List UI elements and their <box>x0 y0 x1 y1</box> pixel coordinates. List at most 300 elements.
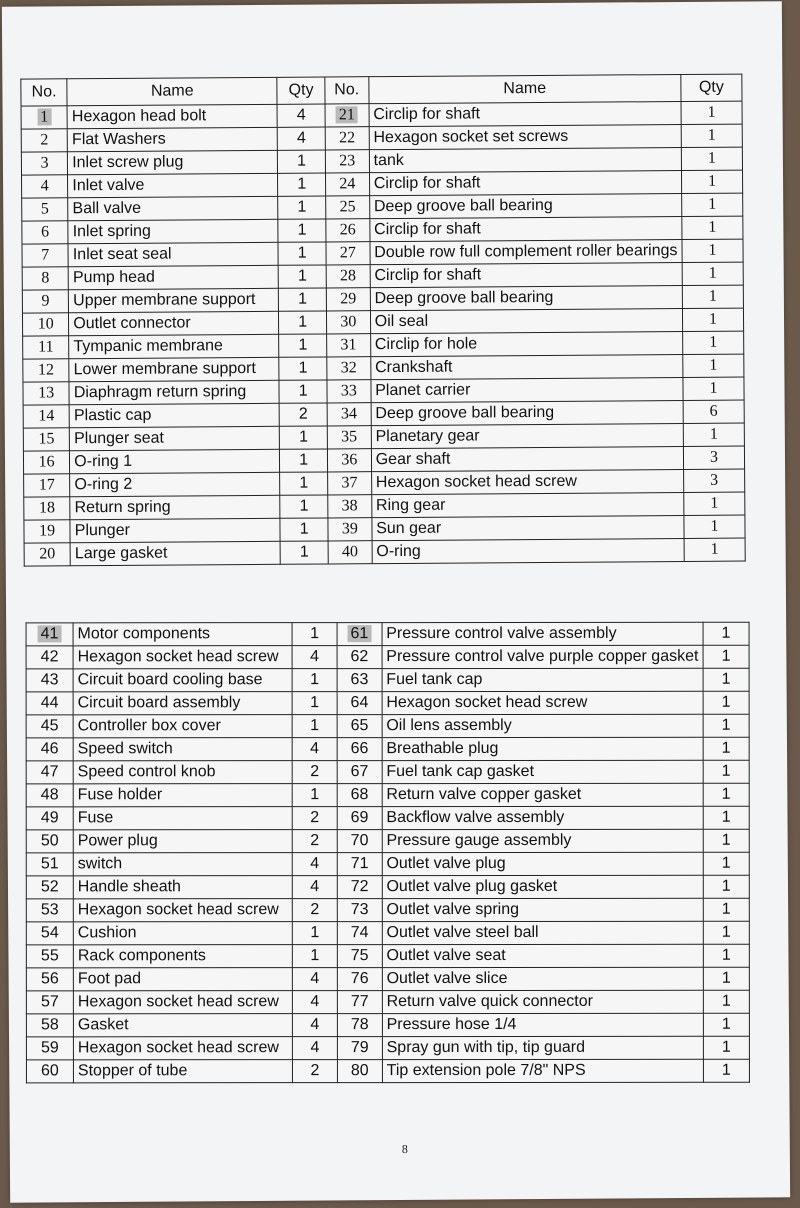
table-row <box>26 921 749 945</box>
item-qty <box>684 469 745 492</box>
item-number-text: 10 <box>37 315 54 333</box>
item-name <box>371 492 683 517</box>
item-number-text: 61 <box>347 625 371 642</box>
item-qty-text: 1 <box>299 474 309 492</box>
item-number-text: 74 <box>350 924 369 942</box>
item-number-text: 25 <box>339 198 356 216</box>
item-number <box>23 359 69 382</box>
item-number-text: 34 <box>340 405 358 423</box>
item-qty <box>703 944 749 967</box>
item-name <box>369 193 681 218</box>
item-number-text: 52 <box>40 878 59 896</box>
item-number <box>24 543 70 566</box>
item-number <box>26 807 73 830</box>
table-row <box>26 714 749 738</box>
item-qty-text: 1 <box>298 428 309 446</box>
item-number-text: 60 <box>41 1062 59 1080</box>
item-qty <box>292 1014 337 1037</box>
item-name-text: Hexagon socket head screw <box>77 993 279 1011</box>
table-row <box>26 1036 749 1060</box>
table-row <box>26 622 749 646</box>
item-qty <box>292 669 337 692</box>
item-name-text: Inlet screw plug <box>72 153 184 172</box>
item-number <box>22 198 68 221</box>
table-row <box>26 852 749 876</box>
item-qty <box>292 968 337 991</box>
item-number <box>23 405 69 428</box>
item-name-text: Outlet valve plug <box>386 854 506 873</box>
item-qty-text: 1 <box>721 785 731 803</box>
item-number <box>326 311 370 334</box>
item-qty-text: 1 <box>298 336 308 354</box>
item-qty-text: 4 <box>296 129 306 147</box>
item-name <box>371 469 683 494</box>
table-row <box>26 875 749 899</box>
item-name-text: Lower membrane support <box>73 359 256 379</box>
item-qty <box>683 377 744 400</box>
item-number <box>26 945 73 968</box>
item-number <box>327 403 371 426</box>
item-number <box>337 853 382 876</box>
item-name <box>68 219 278 243</box>
item-number <box>337 1037 382 1060</box>
item-name-text: Circuit board cooling base <box>77 671 263 689</box>
item-qty-text: 1 <box>721 762 731 780</box>
table-row <box>26 645 749 669</box>
item-number <box>22 244 68 267</box>
item-number-text: 68 <box>350 786 369 804</box>
item-qty <box>681 101 742 124</box>
item-number <box>326 288 370 311</box>
item-number <box>26 876 73 899</box>
item-qty-text: 2 <box>310 901 320 919</box>
item-qty <box>684 538 745 561</box>
item-qty-text: 2 <box>310 832 320 850</box>
item-number <box>337 1060 382 1083</box>
item-name-text: O-ring <box>376 542 421 561</box>
item-name-text: Ring gear <box>375 496 446 515</box>
item-number <box>337 1014 382 1037</box>
item-number-text: 36 <box>341 451 358 469</box>
item-number-text: 71 <box>350 855 369 873</box>
parts-table-1-body <box>21 101 745 566</box>
item-name-text: Pressure hose 1/4 <box>386 1015 517 1034</box>
item-number-text: 46 <box>40 740 59 758</box>
item-number <box>21 129 67 152</box>
item-qty-text: 4 <box>296 106 306 124</box>
item-number <box>337 922 382 945</box>
item-qty-text: 1 <box>310 786 320 804</box>
header-qty: Qty <box>277 77 325 104</box>
item-name-text: Crankshaft <box>375 358 453 377</box>
item-number <box>337 899 382 922</box>
item-qty <box>279 334 327 357</box>
item-name-text: Ball valve <box>72 199 142 218</box>
item-number <box>22 221 68 244</box>
item-qty-text: 1 <box>310 717 320 735</box>
item-number <box>327 449 371 472</box>
item-number-text: 35 <box>341 428 358 446</box>
item-name-text: Spray gun with tip, tip guard <box>386 1038 585 1057</box>
item-number <box>23 382 69 405</box>
item-number-text: 12 <box>37 361 55 379</box>
item-qty-text: 4 <box>310 648 320 666</box>
item-number <box>325 173 369 196</box>
table-row <box>26 898 749 922</box>
item-number-text: 66 <box>350 740 369 758</box>
item-number-text: 2 <box>40 131 49 149</box>
item-qty-text: 1 <box>310 671 320 689</box>
item-number-text: 41 <box>38 625 62 642</box>
item-qty-text: 1 <box>721 923 731 941</box>
item-qty-text: 1 <box>299 497 309 515</box>
item-name-text: Pressure control valve purple copper gasket <box>386 647 699 666</box>
item-name <box>73 646 292 669</box>
item-name-text: Hexagon socket head screw <box>77 648 279 666</box>
item-qty-text: 1 <box>707 103 716 121</box>
item-name-text: Tympanic membrane <box>73 337 223 356</box>
item-qty <box>277 104 325 127</box>
item-number-text: 40 <box>341 543 359 561</box>
item-name <box>370 262 682 287</box>
item-qty-text: 1 <box>721 992 731 1010</box>
item-name-text: Gear shaft <box>375 450 451 469</box>
item-name-text: Return valve quick connector <box>386 992 593 1011</box>
item-qty <box>292 1037 337 1060</box>
item-number <box>337 669 382 692</box>
item-qty <box>278 173 326 196</box>
item-number-text: 3 <box>40 154 49 172</box>
item-name-text: Controller box cover <box>77 717 221 735</box>
item-number <box>23 428 69 451</box>
item-qty <box>703 760 749 783</box>
item-name <box>70 449 280 473</box>
item-qty <box>280 518 328 541</box>
item-qty-text: 1 <box>708 241 717 259</box>
header-no: No. <box>21 79 67 106</box>
item-name-text: Circlip for shaft <box>373 174 481 193</box>
item-qty-text: 1 <box>708 264 717 282</box>
item-number-text: 18 <box>38 499 56 517</box>
item-name <box>382 921 703 944</box>
page-number: 8 <box>401 1141 408 1156</box>
item-qty <box>703 875 749 898</box>
item-name-text: Pressure gauge assembly <box>386 831 572 850</box>
item-number <box>337 646 382 669</box>
item-qty-text: 1 <box>297 244 307 262</box>
item-number <box>26 784 73 807</box>
item-number <box>325 150 369 173</box>
item-qty <box>682 239 743 262</box>
item-number-text: 5 <box>40 200 49 218</box>
item-number <box>26 1037 73 1060</box>
item-name <box>73 715 292 738</box>
item-number-text: 54 <box>40 924 59 942</box>
item-name-text: Speed control knob <box>77 763 216 781</box>
item-name-text: Outlet valve slice <box>386 969 508 988</box>
item-number-text: 27 <box>339 244 356 262</box>
item-number <box>26 646 73 669</box>
item-name <box>73 1037 292 1060</box>
item-name-text: Oil seal <box>374 312 429 331</box>
item-number-text: 72 <box>350 878 369 896</box>
item-name <box>69 357 279 381</box>
item-qty-text: 1 <box>297 221 307 239</box>
item-name <box>73 807 292 830</box>
item-name-text: Fuel tank cap <box>386 670 483 689</box>
item-number <box>26 899 73 922</box>
item-qty-text: 2 <box>298 405 308 423</box>
item-number <box>24 474 70 497</box>
manual-page <box>2 1 790 1202</box>
item-qty <box>278 127 326 150</box>
item-number <box>26 830 73 853</box>
item-qty-text: 1 <box>299 520 309 538</box>
table-row <box>26 1013 749 1037</box>
item-name <box>369 101 681 126</box>
item-number <box>328 495 372 518</box>
item-number <box>23 336 69 359</box>
item-qty <box>703 737 749 760</box>
item-name-text: Outlet valve steel ball <box>386 923 539 942</box>
item-number <box>24 497 70 520</box>
item-number-text: 29 <box>340 290 357 308</box>
item-qty <box>280 403 328 426</box>
item-qty-text: 1 <box>721 808 731 826</box>
item-qty <box>703 691 749 714</box>
table-row <box>26 806 749 830</box>
item-number <box>26 968 73 991</box>
item-number <box>326 265 370 288</box>
item-qty <box>703 668 749 691</box>
item-name <box>70 518 280 542</box>
item-name <box>382 1013 703 1036</box>
item-name-text: Planetary gear <box>375 427 480 446</box>
item-qty-text: 1 <box>721 693 731 711</box>
item-name-text: Return spring <box>74 498 171 517</box>
item-name <box>73 968 292 991</box>
item-number-text: 13 <box>38 384 55 402</box>
item-qty-text: 1 <box>721 1038 731 1056</box>
item-qty <box>279 265 327 288</box>
item-qty-text: 1 <box>721 647 731 665</box>
item-qty <box>278 219 326 242</box>
item-qty <box>703 806 749 829</box>
item-qty-text: 1 <box>708 287 717 305</box>
item-qty-text: 2 <box>310 763 320 781</box>
item-name-text: Return valve copper gasket <box>386 785 582 804</box>
item-number-text: 21 <box>336 106 358 123</box>
item-qty-text: 1 <box>721 1015 731 1033</box>
item-qty <box>280 472 328 495</box>
item-name <box>67 104 277 128</box>
item-qty <box>292 692 337 715</box>
item-name <box>67 127 277 151</box>
item-number-text: 33 <box>340 382 357 400</box>
item-number <box>337 945 382 968</box>
item-qty <box>292 623 337 646</box>
item-name <box>372 515 684 540</box>
item-qty-text: 1 <box>708 218 717 236</box>
item-qty <box>683 331 744 354</box>
item-name <box>68 196 278 220</box>
item-name-text: Hexagon socket set screws <box>373 127 569 147</box>
item-name-text: Tip extension pole 7/8" NPS <box>386 1061 586 1080</box>
item-name-text: Deep groove ball bearing <box>375 403 555 423</box>
item-name <box>69 311 279 335</box>
item-number <box>327 426 371 449</box>
item-qty <box>703 645 749 668</box>
item-number-text: 63 <box>350 671 369 689</box>
item-number <box>325 104 369 127</box>
item-qty <box>292 876 337 899</box>
item-name-text: Plastic cap <box>73 406 152 425</box>
item-qty-text: 1 <box>721 1061 731 1079</box>
item-name <box>73 623 292 646</box>
item-number-text: 57 <box>40 993 59 1011</box>
item-name <box>371 423 683 448</box>
item-number-text: 20 <box>39 545 56 563</box>
table-row <box>24 538 745 566</box>
item-qty-text: 1 <box>721 877 731 895</box>
item-name <box>73 761 292 784</box>
item-number <box>26 922 73 945</box>
item-number-text: 51 <box>40 855 59 873</box>
item-number-text: 28 <box>339 267 357 285</box>
item-name <box>73 945 292 968</box>
item-name-text: Hexagon socket head screw <box>77 1039 279 1057</box>
item-qty-text: 6 <box>709 402 718 420</box>
item-name-text: Fuel tank cap gasket <box>386 762 535 781</box>
item-number-text: 8 <box>41 269 50 287</box>
item-name-text: Upper membrane support <box>73 290 256 310</box>
item-qty <box>280 541 328 564</box>
item-qty <box>683 354 744 377</box>
item-name <box>73 899 292 922</box>
item-name-text: Handle sheath <box>77 878 181 896</box>
parts-table-1 <box>20 74 745 567</box>
item-number-text: 58 <box>40 1016 59 1034</box>
item-name-text: Outlet valve plug gasket <box>386 877 558 896</box>
item-number-text: 53 <box>40 901 59 919</box>
item-name-text: Power plug <box>77 832 158 850</box>
item-qty <box>292 991 337 1014</box>
item-qty <box>703 622 749 645</box>
item-qty-text: 1 <box>721 946 731 964</box>
item-name <box>73 692 292 715</box>
item-name-text: Inlet spring <box>72 222 151 241</box>
item-name <box>369 147 681 172</box>
item-number-text: 19 <box>39 522 56 540</box>
item-name <box>369 170 681 195</box>
item-name-text: Diaphragm return spring <box>73 383 247 402</box>
item-qty-text: 1 <box>310 625 319 643</box>
item-name-text: Hexagon head bolt <box>71 107 207 126</box>
item-number <box>22 290 68 313</box>
item-qty-text: 1 <box>310 947 320 965</box>
item-number-text: 50 <box>40 832 59 850</box>
item-name-text: Hexagon socket head screw <box>77 901 279 919</box>
parts-table-2 <box>26 622 750 1084</box>
item-qty <box>292 1060 337 1083</box>
item-number <box>326 196 370 219</box>
item-qty-text: 1 <box>298 382 308 400</box>
item-name-text: Breathable plug <box>386 739 499 758</box>
item-name <box>372 538 684 563</box>
item-name <box>69 288 279 312</box>
item-name <box>73 991 292 1014</box>
item-qty-text: 1 <box>297 152 307 170</box>
item-name <box>382 1059 703 1082</box>
item-number <box>326 242 370 265</box>
item-name-text: Speed switch <box>77 740 173 758</box>
item-qty-text: 4 <box>310 740 320 758</box>
item-qty <box>703 829 749 852</box>
item-qty <box>681 147 742 170</box>
item-number-text: 49 <box>40 809 59 827</box>
item-qty <box>703 898 749 921</box>
item-number-text: 45 <box>40 717 59 735</box>
item-qty <box>684 515 745 538</box>
item-number <box>337 876 382 899</box>
item-qty-text: 1 <box>297 198 307 216</box>
item-name-text: Backflow valve assembly <box>386 808 565 827</box>
item-name <box>382 645 703 668</box>
item-number-text: 37 <box>341 474 358 492</box>
item-qty-text: 1 <box>721 739 731 757</box>
item-name <box>371 400 683 425</box>
item-number <box>26 1060 73 1083</box>
item-number <box>24 520 70 543</box>
item-qty-text: 1 <box>297 175 307 193</box>
item-number <box>21 106 67 129</box>
item-name <box>370 216 682 241</box>
item-name <box>382 622 703 645</box>
item-qty <box>683 423 744 446</box>
item-qty-text: 1 <box>299 543 309 561</box>
item-number <box>337 692 382 715</box>
item-qty-text: 1 <box>707 149 716 167</box>
item-number-text: 67 <box>350 763 369 781</box>
item-name <box>382 967 703 990</box>
item-number-text: 26 <box>339 221 356 239</box>
header-name: Name <box>67 77 277 105</box>
item-number <box>26 991 73 1014</box>
item-number <box>21 152 67 175</box>
item-number <box>26 1014 73 1037</box>
item-number <box>337 738 382 761</box>
item-name <box>70 426 280 450</box>
item-name-text: Hexagon socket head screw <box>386 693 588 712</box>
item-name-text: Circlip for shaft <box>374 220 481 239</box>
item-number-text: 70 <box>350 832 369 850</box>
table-row <box>26 944 749 968</box>
item-name <box>382 898 703 921</box>
table-row <box>26 967 749 991</box>
item-number-text: 7 <box>41 246 50 264</box>
item-number-text: 16 <box>38 453 55 471</box>
item-name-text: Circlip for shaft <box>373 105 481 124</box>
item-number-text: 23 <box>339 152 356 170</box>
item-qty <box>278 196 326 219</box>
item-name-text: Inlet valve <box>72 176 145 195</box>
item-number-text: 31 <box>340 336 357 354</box>
item-name-text: Plunger <box>74 521 130 540</box>
item-qty-text: 1 <box>721 716 731 734</box>
item-qty-text: 1 <box>298 359 308 377</box>
item-number-text: 47 <box>40 763 59 781</box>
item-qty <box>703 714 749 737</box>
